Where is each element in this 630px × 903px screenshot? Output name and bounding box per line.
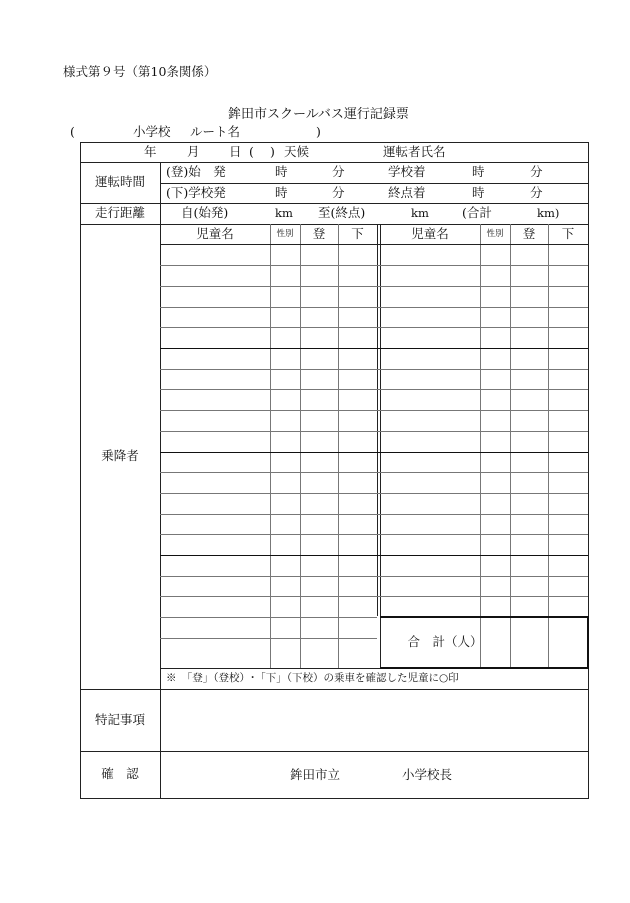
driving-time-label: 運転時間 bbox=[94, 174, 145, 190]
arrival-hour: 時 bbox=[472, 164, 485, 179]
school-arrival-label: 学校着 bbox=[388, 164, 426, 179]
down-hour: 時 bbox=[275, 185, 288, 200]
remarks-field[interactable] bbox=[161, 690, 588, 751]
remarks-label: 特記事項 bbox=[94, 711, 145, 727]
day-label: 日 bbox=[229, 144, 242, 159]
form-number: 様式第９号（第10条関係） bbox=[63, 64, 217, 79]
col-down-right: 下 bbox=[561, 225, 575, 241]
up-hour: 時 bbox=[275, 164, 288, 179]
distance-from-km: km bbox=[275, 206, 293, 220]
distance-to: 至(終点) bbox=[318, 205, 366, 220]
terminal-arrival-label: 終点着 bbox=[388, 185, 426, 200]
distance-to-km: km bbox=[411, 206, 429, 220]
page-title: 鉾田市スクールバス運行記録票 bbox=[228, 107, 409, 122]
col-gender-left: 性別 bbox=[276, 228, 294, 239]
route-label: ルート名 bbox=[190, 124, 241, 139]
terminal-hour: 時 bbox=[472, 185, 485, 200]
col-down-left: 下 bbox=[351, 225, 364, 241]
col-up-right: 登 bbox=[522, 225, 536, 241]
passenger-note: ※ 「登」（登校）･「下」（下校）の乗車を確認した児童に○印 bbox=[166, 672, 459, 684]
distance-from: 自(始発) bbox=[181, 205, 229, 220]
passengers-label: 乗降者 bbox=[101, 448, 139, 464]
header-open-paren: ( bbox=[70, 124, 75, 139]
confirmation-principal: 小学校長 bbox=[402, 767, 453, 782]
driver-name-label: 運転者氏名 bbox=[383, 144, 446, 159]
distance-total-km: km) bbox=[537, 206, 560, 220]
up-departure-label: (登)始 発 bbox=[166, 164, 226, 179]
col-name-left: 児童名 bbox=[196, 225, 234, 241]
school-label: 小学校 bbox=[133, 124, 171, 139]
up-minute: 分 bbox=[332, 164, 345, 179]
confirmation-label: 確 認 bbox=[101, 766, 139, 782]
header-close-paren: ) bbox=[316, 124, 321, 139]
weather-label: 天候 bbox=[284, 144, 310, 159]
distance-total: (合計 bbox=[462, 205, 492, 220]
down-minute: 分 bbox=[332, 185, 345, 200]
year-label: 年 bbox=[144, 144, 157, 159]
weekday-close: ) bbox=[270, 144, 275, 159]
col-name-right: 児童名 bbox=[411, 225, 449, 241]
month-label: 月 bbox=[187, 144, 200, 159]
col-gender-right: 性別 bbox=[486, 228, 504, 239]
total-label: 合 計（人） bbox=[407, 634, 483, 650]
terminal-minute: 分 bbox=[530, 185, 543, 200]
weekday-open: ( bbox=[249, 144, 254, 159]
arrival-minute: 分 bbox=[530, 164, 543, 179]
confirmation-city: 鉾田市立 bbox=[290, 767, 341, 782]
down-departure-label: (下)学校発 bbox=[166, 185, 226, 200]
col-up-left: 登 bbox=[312, 225, 326, 241]
distance-label: 走行距離 bbox=[94, 205, 145, 221]
